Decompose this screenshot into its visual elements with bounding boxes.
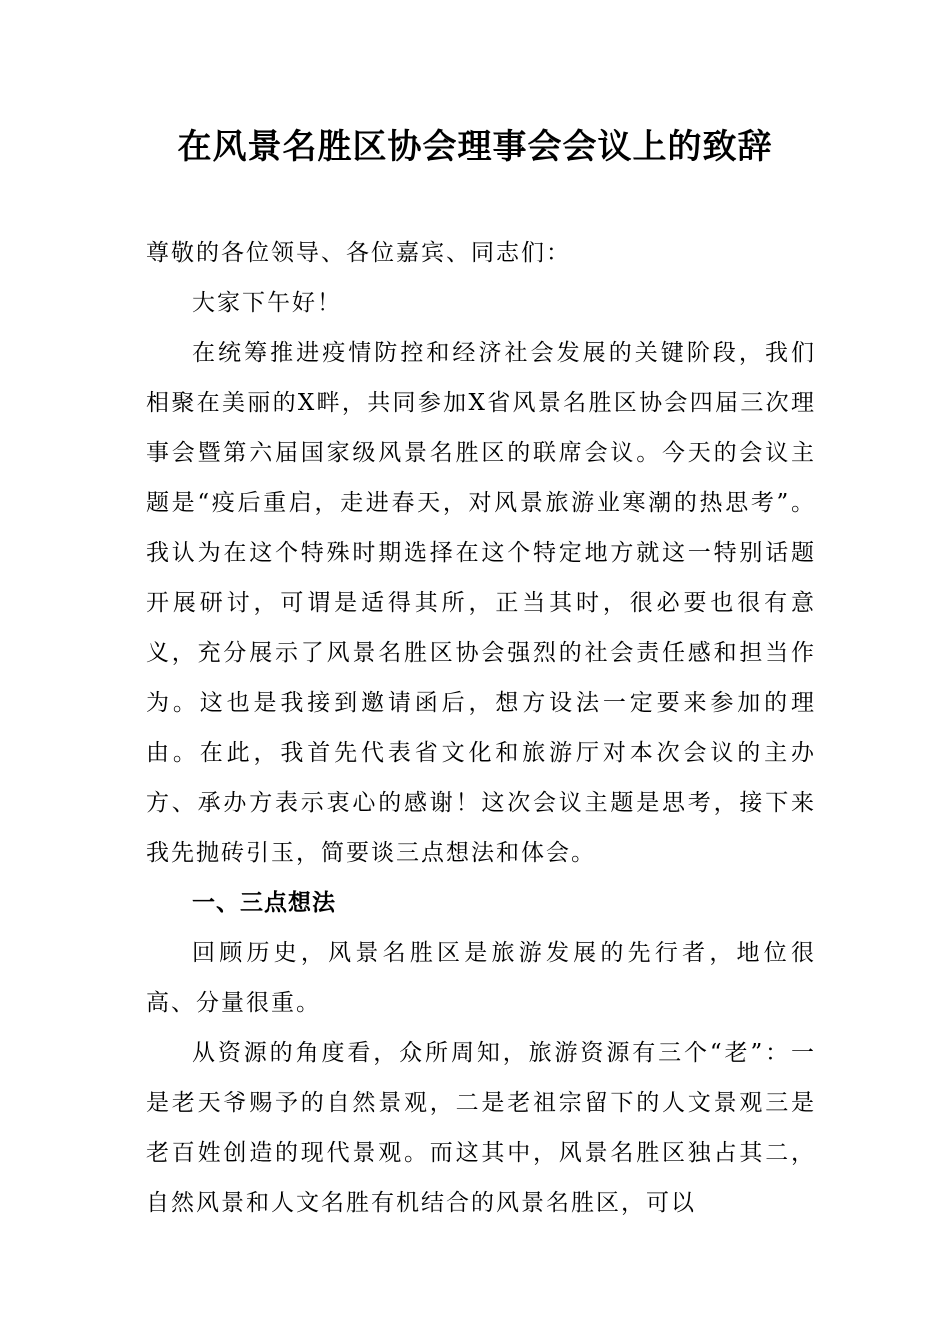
section-paragraph: 从资源的角度看，众所周知，旅游资源有三个“老”：一是老天爷赐予的自然景观，二是老祖宗留下的人文景观三是老百姓创造的现代景观。而这其中，风景名胜区独占其二，自然风景和人文名胜有机结合的风景名胜区，可以 xyxy=(146,1040,816,1216)
greeting: 大家下午好！ xyxy=(192,290,342,316)
document-title: 在风景名胜区协会理事会会议上的致辞 xyxy=(177,127,773,167)
document-body xyxy=(146,228,816,1228)
salutation: 尊敬的各位领导、各位嘉宾、同志们： xyxy=(146,240,571,266)
body-paragraph: 在统筹推进疫情防控和经济社会发展的关键阶段，我们相聚在美丽的X畔，共同参加X省风景名胜区协会四届三次理事会暨第六届国家级风景名胜区的联席会议。今天的会议主题是“疫后重启，走进春天，对风景旅游业寒潮的热思考”。我认为在这个特殊时期选择在这个特定地方就这一特别话题开展研讨，可谓是适得其所，正当其时，很必要也很有意义，充分展示了风景名胜区协会强烈的社会责任感和担当作为。这也是我接到邀请函后，想方设法一定要来参加的理由。在此，我首先代表省文化和旅游厅对本次会议的主办方、承办方表示衷心的感谢！这次会议主题是思考，接下来我先抛砖引玉，简要谈三点想法和体会。 xyxy=(146,340,816,866)
section-heading: 一、三点想法 xyxy=(192,890,336,916)
section-paragraph: 回顾历史，风景名胜区是旅游发展的先行者，地位很高、分量很重。 xyxy=(146,940,816,1016)
